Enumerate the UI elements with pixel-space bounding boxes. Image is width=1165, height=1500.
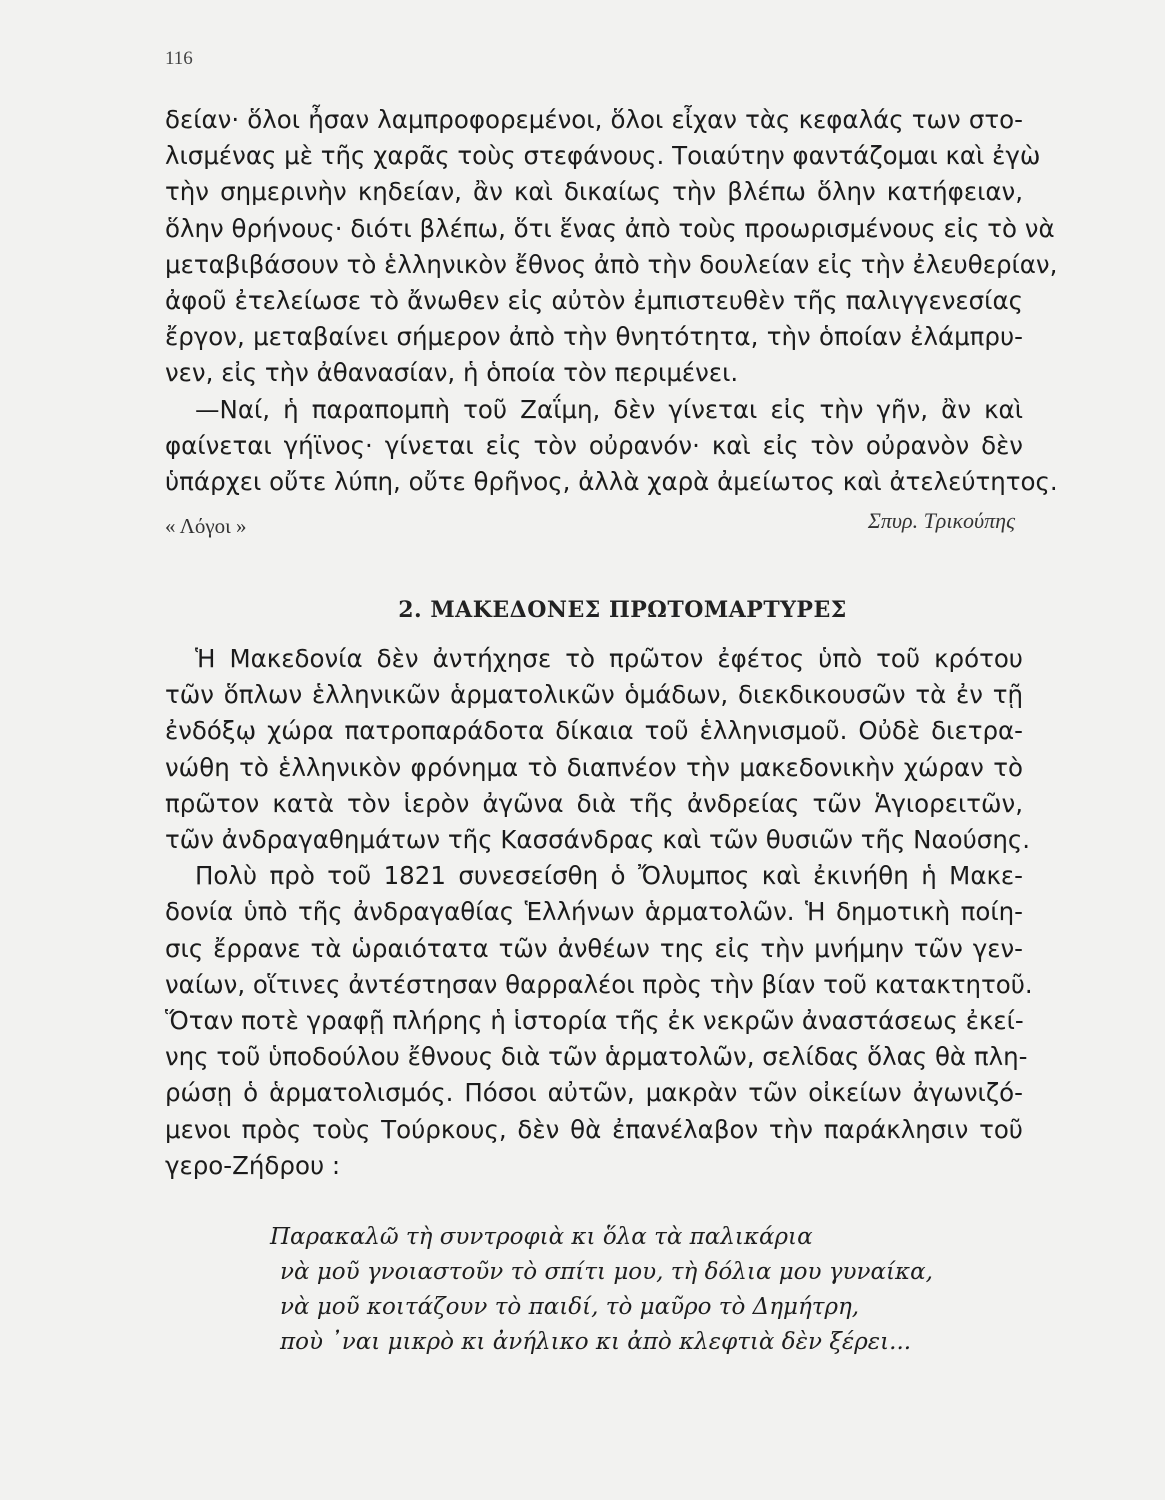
text-line: ἐνδόξῳ χώρα πατροπαράδοτα δίκαια τοῦ ἑλληνισμοῦ. Οὐδὲ διετρα- bbox=[165, 716, 1023, 746]
text-line: νεν, εἰς τὴν ἀθανασίαν, ἡ ὁποία τὸν περιμένει. bbox=[165, 358, 739, 388]
poem-verse: ποὺ ᾿ναι μικρὸ κι ἀνήλικο κι ἀπὸ κλεφτιὰ δὲν ξέρει... bbox=[280, 1329, 912, 1355]
text-line: γερο-Ζήδρου : bbox=[165, 1150, 341, 1180]
text-line: τὴν σημερινὴν κηδείαν, ἂν καὶ δικαίως τὴν βλέπω ὅλην κατήφειαν, bbox=[165, 177, 1023, 207]
text-line: ρώσῃ ὁ ἁρματολισμός. Πόσοι αὐτῶν, μακρὰν τῶν οἰκείων ἀγωνιζό- bbox=[165, 1078, 1023, 1108]
text-line: νώθη τὸ ἑλληνικὸν φρόνημα τὸ διαπνέον τὴν μακεδονικὴν χώραν τὸ bbox=[165, 752, 1023, 782]
section-heading bbox=[0, 597, 1165, 623]
text-line: ναίων, οἵτινες ἀντέστησαν θαρραλέοι πρὸς τὴν βίαν τοῦ κατακτητοῦ. bbox=[165, 969, 1033, 999]
section-heading-text: 2. ΜΑΚΕΔΟΝΕΣ ΠΡΩΤΟΜΑΡΤΥΡΕΣ bbox=[398, 597, 847, 623]
text-line: Ὅταν ποτὲ γραφῇ πλήρης ἡ ἱστορία τῆς ἐκ νεκρῶν ἀναστάσεως ἐκεί- bbox=[165, 1006, 1024, 1036]
folk-song-quote bbox=[270, 1220, 933, 1360]
text-line: ὑπάρχει οὔτε λύπη, οὔτε θρῆνος, ἀλλὰ χαρὰ ἀμείωτος καὶ ἀτελεύτητος. bbox=[165, 467, 1058, 497]
poem-verse: Παρακαλῶ τὴ συντροφιὰ κι ὅλα τὰ παλικάρια bbox=[270, 1224, 813, 1250]
text-line: νης τοῦ ὑποδούλου ἔθνους διὰ τῶν ἁρματολῶν, σελίδας ὅλας θὰ πλη- bbox=[165, 1042, 1028, 1072]
text-line: Πολὺ πρὸ τοῦ 1821 συνεσείσθη ὁ Ὄλυμπος καὶ ἐκινήθη ἡ Μακε- bbox=[195, 861, 1023, 891]
passage-one bbox=[165, 102, 1058, 500]
poem-verse: νὰ μοῦ κοιτάζουν τὸ παιδί, τὸ μαῦρο τὸ Δημήτρη, bbox=[280, 1294, 860, 1320]
text-line: ἔργον, μεταβαίνει σήμερον ἀπὸ τὴν θνητότητα, τὴν ὁποίαν ἐλάμπρυ- bbox=[165, 322, 1023, 352]
text-line: ἀφοῦ ἐτελείωσε τὸ ἄνωθεν εἰς αὐτὸν ἐμπιστευθὲν τῆς παλιγγενεσίας bbox=[165, 286, 1023, 316]
text-line: μενοι πρὸς τοὺς Τούρκους, δὲν θὰ ἐπανέλαβον τὴν παράκλησιν τοῦ bbox=[165, 1114, 1023, 1144]
text-line: πρῶτον κατὰ τὸν ἱερὸν ἀγῶνα διὰ τῆς ἀνδρείας τῶν Ἁγιορειτῶν, bbox=[165, 788, 1023, 818]
text-line: δονία ὑπὸ τῆς ἀνδραγαθίας Ἑλλήνων ἁρματολῶν. Ἡ δημοτικὴ ποίη- bbox=[165, 897, 1023, 927]
text-line: τῶν ἀνδραγαθημάτων τῆς Κασσάνδρας καὶ τῶν θυσιῶν τῆς Ναούσης. bbox=[165, 825, 1031, 855]
text-line: τῶν ὅπλων ἑλληνικῶν ἁρματολικῶν ὁμάδων, διεκδικουσῶν τὰ ἐν τῇ bbox=[165, 680, 1023, 710]
text-line: δείαν· ὅλοι ἦσαν λαμπροφορεμένοι, ὅλοι εἶχαν τὰς κεφαλάς των στο- bbox=[165, 105, 1023, 134]
text-line: μεταβιβάσουν τὸ ἑλληνικὸν ἔθνος ἀπὸ τὴν δουλείαν εἰς τὴν ἐλευθερίαν, bbox=[165, 249, 1058, 279]
source-author: Σπυρ. Τρικούπης bbox=[867, 508, 1015, 533]
text-line: Ἡ Μακεδονία δὲν ἀντήχησε τὸ πρῶτον ἐφέτος ὑπὸ τοῦ κρότου bbox=[195, 644, 1023, 673]
text-line: σις ἔρρανε τὰ ὡραιότατα τῶν ἀνθέων της εἰς τὴν μνήμην τῶν γεν- bbox=[165, 933, 1023, 963]
text-line: φαίνεται γήϊνος· γίνεται εἰς τὸν οὐρανόν· καὶ εἰς τὸν οὐρανὸν δὲν bbox=[165, 430, 1023, 460]
text-line: ὅλην θρήνους· διότι βλέπω, ὅτι ἕνας ἀπὸ τοὺς προωρισμένους εἰς τὸ νὰ bbox=[165, 213, 1055, 243]
text-line: λισμένας μὲ τῆς χαρᾶς τοὺς στεφάνους. Τοιαύτην φαντάζομαι καὶ ἐγὼ bbox=[165, 141, 1041, 171]
poem-verse: νὰ μοῦ γνοιαστοῦν τὸ σπίτι μου, τὴ δόλια μου γυναίκα, bbox=[280, 1259, 933, 1285]
passage-two bbox=[165, 641, 1033, 1184]
source-work: « Λόγοι » bbox=[165, 514, 247, 538]
page-number: 116 bbox=[165, 48, 193, 69]
text-line: —Ναί, ἡ παραπομπὴ τοῦ Ζαΐμη, δὲν γίνεται εἰς τὴν γῆν, ἂν καὶ bbox=[195, 394, 1023, 424]
